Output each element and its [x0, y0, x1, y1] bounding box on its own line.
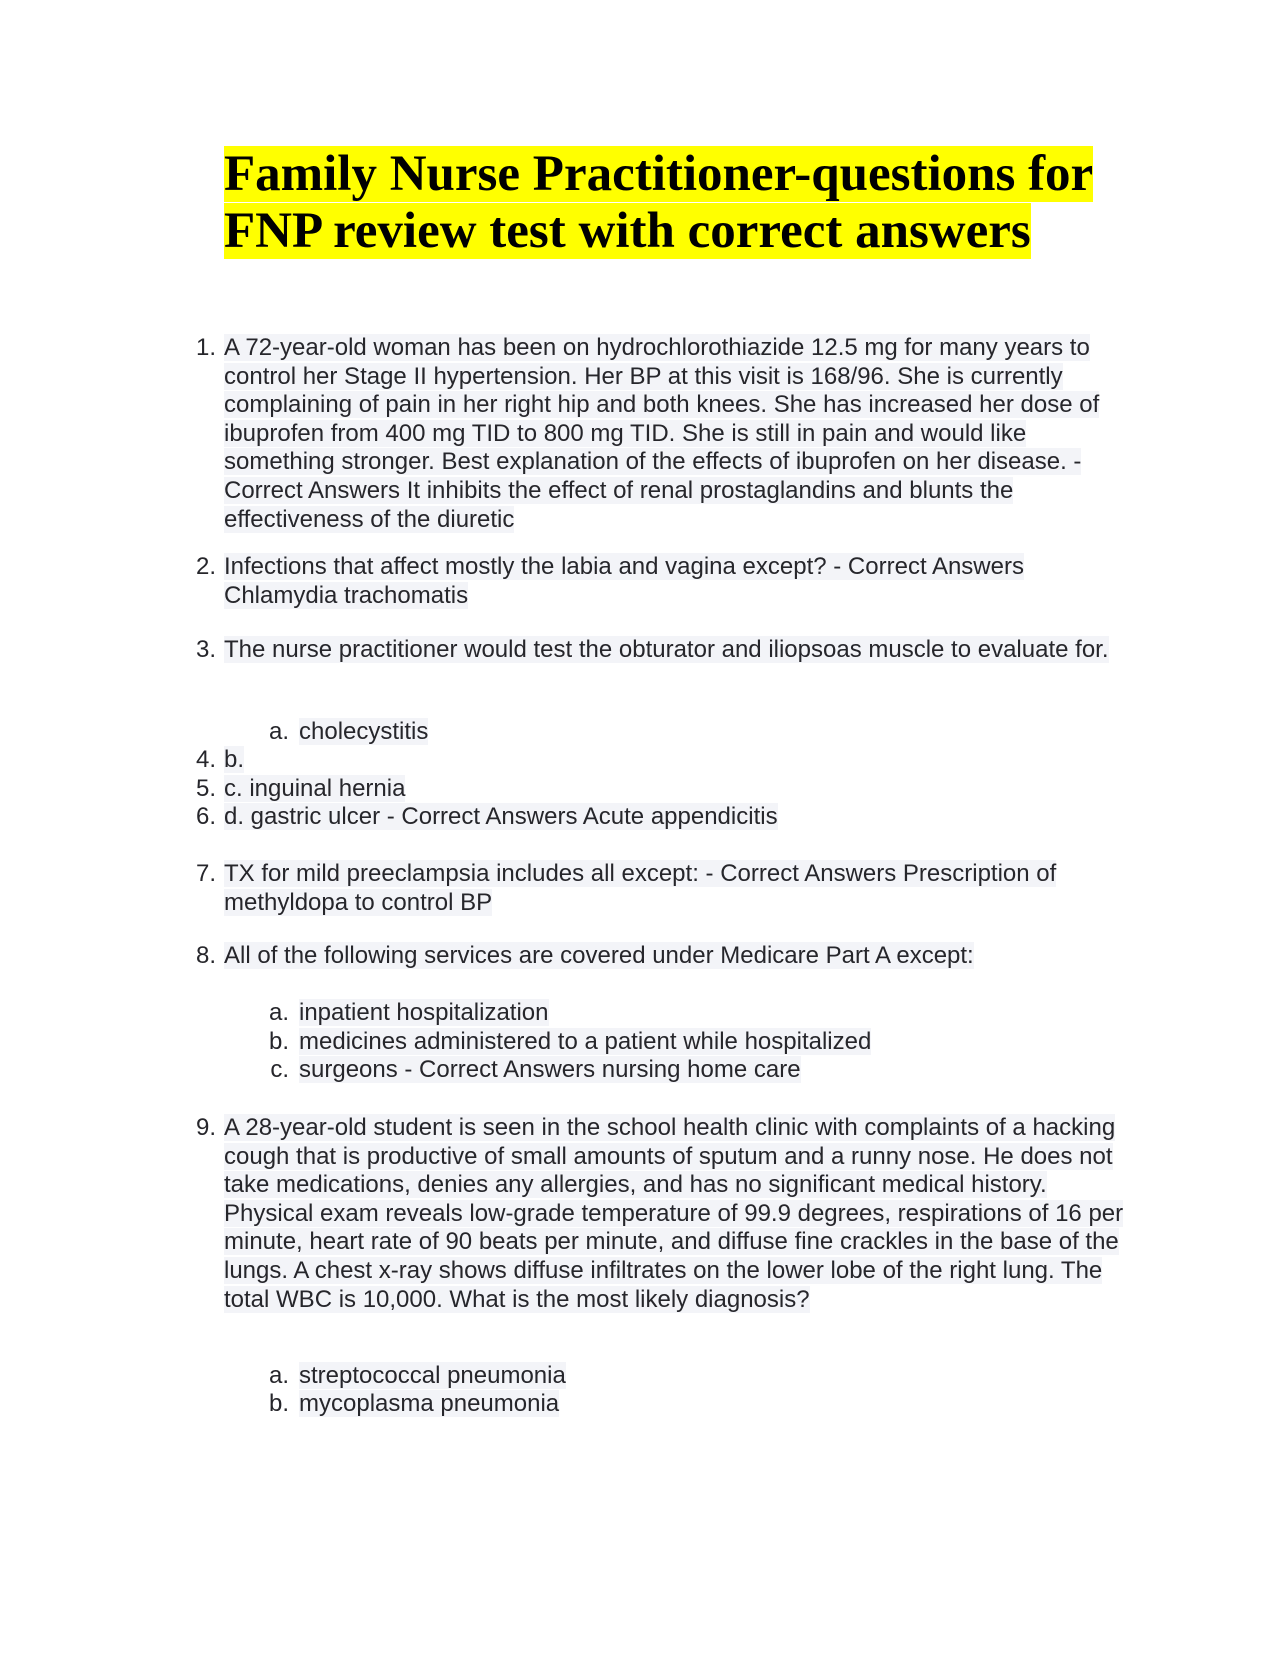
- answer-option: [268, 1390, 1119, 1419]
- list-item: [195, 553, 1124, 610]
- answer-option-letter: a.: [268, 718, 289, 745]
- answer-option: [268, 1028, 1119, 1057]
- list-item: [195, 334, 1124, 534]
- list-item-number: 1.: [195, 334, 216, 361]
- document-title: [224, 146, 1124, 260]
- list-item: [195, 775, 1124, 804]
- answer-option-letter: a.: [268, 999, 289, 1026]
- list-item-text: c. inguinal hernia: [224, 775, 406, 802]
- answer-option: [268, 1362, 1119, 1391]
- list-item: [195, 860, 1124, 917]
- list-item-number: 6.: [195, 803, 216, 830]
- list-item: [195, 746, 1124, 775]
- answer-option-text: streptococcal pneumonia: [299, 1362, 566, 1389]
- list-item-text: A 28-year-old student is seen in the school health clinic with complaints of a hacking cough that is productive of small amounts of sputum and a runny nose. He does not take medications, denies any allergies, and has no significant medical history. Physical exam reveals low-grade temperature of 99.9 degrees, respirations of 16 per minute, heart rate of 90 beats per minute, and diffuse fine crackles in the base of the lungs. A chest x-ray shows diffuse infiltrates on the lower lobe of the right lung. The total WBC is 10,000. What is the most likely diagnosis?: [224, 1114, 1124, 1313]
- answer-option-letter: b.: [268, 1028, 289, 1055]
- answer-option-text: mycoplasma pneumonia: [299, 1390, 560, 1417]
- list-item-text: Infections that affect mostly the labia and vagina except? - Correct Answers Chlamydia trachomatis: [224, 553, 1024, 609]
- list-item-number: 7.: [195, 860, 216, 887]
- list-item-number: 3.: [195, 636, 216, 663]
- list-item-text: TX for mild preeclampsia includes all except: - Correct Answers Prescription of methyldopa to control BP: [224, 860, 1057, 916]
- answer-option-letter: a.: [268, 1362, 289, 1389]
- list-item-text: A 72-year-old woman has been on hydrochlorothiazide 12.5 mg for many years to control her Stage II hypertension. Her BP at this visit is 168/96. She is currently complaining of pain in her right hip and both knees. She has increased her dose of ibuprofen from 400 mg TID to 800 mg TID. She is still in pain and would like something stronger. Best explanation of the effects of ibuprofen on her disease. - Correct Answers It inhibits the effect of renal prostaglandins and blunts the effectiveness of the diuretic: [224, 334, 1100, 533]
- list-item-text: b.: [224, 746, 245, 773]
- answer-option-text: inpatient hospitalization: [299, 999, 549, 1026]
- list-item-number: 5.: [195, 775, 216, 802]
- answer-option-text: medicines administered to a patient while hospitalized: [299, 1028, 872, 1055]
- answer-option: [270, 1056, 1119, 1085]
- answer-option-text: surgeons - Correct Answers nursing home care: [299, 1056, 801, 1083]
- answer-option-text: cholecystitis: [299, 718, 429, 745]
- list-item: [195, 942, 1124, 971]
- answer-option-letter: b.: [268, 1390, 289, 1417]
- document-title-text: Family Nurse Practitioner-questions for FNP review test with correct answers: [224, 146, 1094, 259]
- list-item-text: d. gastric ulcer - Correct Answers Acute appendicitis: [224, 803, 778, 830]
- list-item-number: 4.: [195, 746, 216, 773]
- list-item-text: The nurse practitioner would test the obturator and iliopsoas muscle to evaluate for.: [224, 636, 1109, 663]
- answer-option: [268, 718, 1119, 747]
- list-item-number: 9.: [195, 1114, 216, 1141]
- list-item: [195, 636, 1124, 665]
- answer-option: [268, 999, 1119, 1028]
- list-item: [195, 803, 1124, 832]
- list-item-number: 8.: [195, 942, 216, 969]
- list-item-text: All of the following services are covered under Medicare Part A except:: [224, 942, 974, 969]
- answer-option-letter: c.: [270, 1056, 289, 1083]
- list-item: [195, 1114, 1124, 1314]
- list-item-number: 2.: [195, 553, 216, 580]
